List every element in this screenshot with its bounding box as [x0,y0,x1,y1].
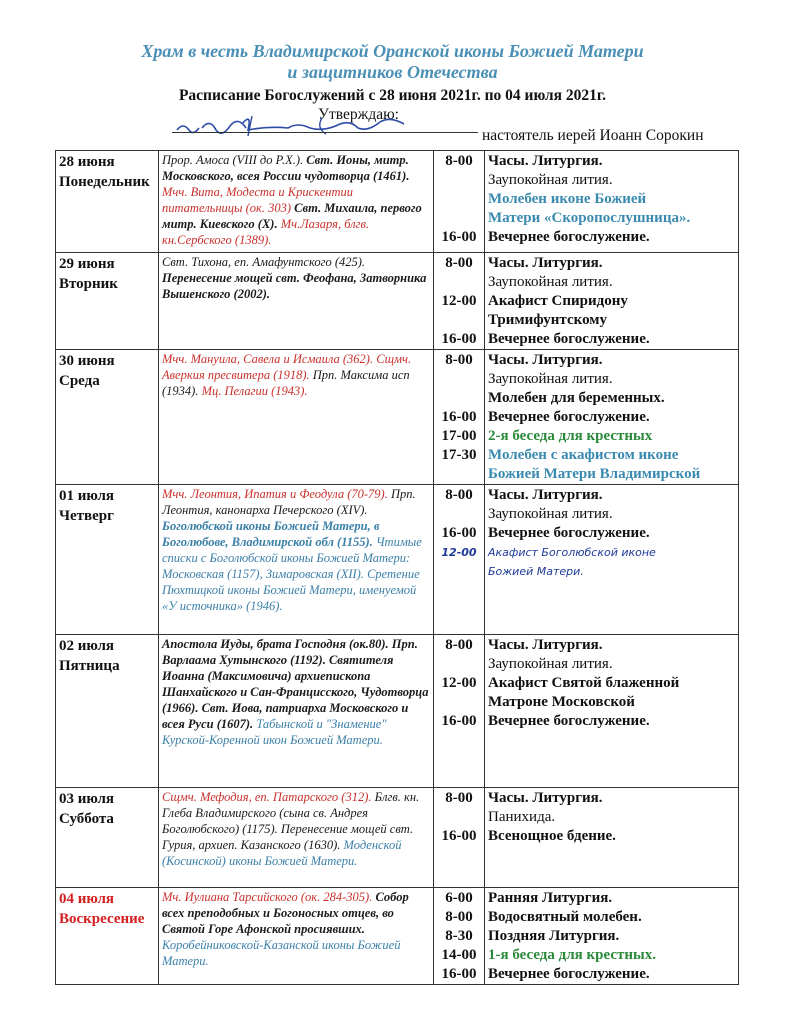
service-name: Вечернее богослужение. [488,966,650,982]
service-name: Вечернее богослужение. [488,525,650,541]
service-name: Часы. Литургия. [488,637,603,653]
day-cell [56,635,159,788]
service-name: Молебен иконе Божией [488,191,647,207]
day-row [56,485,739,635]
day-weekday: Четверг [59,508,114,524]
service-time: 8-00 [445,909,473,925]
service-name: Вечернее богослужение. [488,713,650,729]
service-name: Часы. Литургия. [488,790,603,806]
time-cell [434,635,485,788]
service-name: Часы. Литургия. [488,153,603,169]
day-cell [56,788,159,888]
saint-entry: Свт. Михаила, первого митр. Киевского (X). [162,201,422,231]
handwritten-note: Акафист Боголюбской иконе [488,546,656,559]
service-time: 12-00 [441,293,477,309]
day-date: 28 июня [59,154,115,170]
day-cell [56,151,159,253]
service-name: 1-я беседа для крестных. [488,947,656,963]
service-time: 12-00 [441,675,477,691]
service-time: 16-00 [441,525,477,541]
signature-image [172,112,412,142]
schedule-subtitle: Расписание Богослужений с 28 июня 2021г. по 04 июля 2021г. [178,87,607,104]
service-cell [485,253,739,350]
saint-entry: Мч.Лазаря, блгв. кн.Сербского (1389). [162,217,370,247]
day-weekday: Вторник [59,276,118,292]
service-name: Акафист Спиридону [488,293,628,309]
service-time: 8-00 [445,790,473,806]
day-cell [56,888,159,985]
time-cell [434,151,485,253]
saint-entry: Свт. Тихона, еп. Амафунтского (425). [162,255,366,269]
service-name: Молебен для беременных. [488,390,665,406]
time-cell [434,485,485,635]
service-time: 14-00 [441,947,477,963]
saint-entry: Мчч. Вита, Модеста и Крискентии питательницы (ок. 303) [162,185,353,215]
day-date: 29 июня [59,256,115,272]
service-name: Часы. Литургия. [488,255,603,271]
day-cell [56,350,159,485]
saint-entry: Собор всех преподобных и Богоносных отцев, во Святой Горе Афонской просиявших. [162,890,409,936]
day-weekday: Понедельник [59,174,150,190]
service-time [437,311,481,330]
day-row [56,888,739,985]
handwritten-time: 12-00 [441,546,477,559]
service-name: Молебен с акафистом иконе [488,447,679,463]
service-time: 16-00 [441,409,477,425]
service-name: Вечернее богослужение. [488,229,650,245]
service-time [437,171,481,190]
service-name: Заупокойная лития. [488,506,613,522]
service-cell [485,485,739,635]
service-time: 8-00 [445,637,473,653]
service-name: Заупокойная лития. [488,274,613,290]
service-time [437,465,481,484]
saint-entry: Свт. Ионы, митр. Московского, всея России чудотворца (1461). [162,153,410,183]
schedule-table [55,150,739,985]
service-cell [485,888,739,985]
service-time: 6-00 [445,890,473,906]
day-date: 03 июля [59,791,115,807]
saint-entry: Прп. Леонтия, канонарха Печерского (XIV). [162,487,416,517]
saint-entry: Перенесение мощей свт. Феофана, Затворника Вышенского (2002). [162,271,427,301]
service-time [437,190,481,209]
service-time: 16-00 [441,713,477,729]
day-date: 30 июня [59,353,115,369]
service-time: 8-30 [445,928,473,944]
saints-cell [159,485,434,635]
saint-entry: Мчч. Леонтия, Ипатия и Феодула (70-79). [162,487,391,501]
saint-entry: Моденской (Косинской) иконы Божией Матери. [162,838,402,868]
saints-cell [159,888,434,985]
saints-cell [159,350,434,485]
time-cell [434,253,485,350]
service-name: 2-я беседа для крестных [488,428,653,444]
service-time: 16-00 [441,331,477,347]
service-time [437,209,481,228]
service-time: 8-00 [445,352,473,368]
service-name: Вечернее богослужение. [488,331,650,347]
day-row [56,253,739,350]
saints-cell [159,253,434,350]
saints-cell [159,788,434,888]
service-name: Матери «Скоропослушница». [488,210,691,226]
saint-entry: Боголюбской иконы Божией Матери, в Боголюбове, Владимирской обл (1155). [162,519,380,549]
approval-label: Утверждаю: [318,106,399,123]
saint-entry: Сщмч. Мефодия, еп. Патарского (312). [162,790,375,804]
day-date: 01 июля [59,488,115,504]
service-name: Заупокойная лития. [488,371,613,387]
saint-entry: Табынской и "Знамение" Курской-Коренной икон Божией Матери. [162,717,387,747]
service-time [437,655,481,674]
service-time [437,505,481,524]
saints-cell [159,151,434,253]
service-time: 16-00 [441,966,477,982]
saint-entry: Чтимые списки с Боголюбской иконы Божией Матери: Московская (1157), Зимаровская (XII). Сретение Пюхтицкой иконы Божией Матери, именуемой «У источника» (1946). [162,535,422,613]
service-time: 17-00 [441,428,477,444]
service-name: Заупокойная лития. [488,656,613,672]
service-name: Тримифунтскому [488,312,608,328]
service-time: 16-00 [441,229,477,245]
rector-name: настоятель иерей Иоанн Сорокин [482,127,704,144]
day-weekday: Пятница [59,658,120,674]
day-cell [56,485,159,635]
church-title-line2: и защитников Отечества [287,62,498,82]
service-time [437,389,481,408]
service-cell [485,788,739,888]
service-name: Поздняя Литургия. [488,928,620,944]
day-row [56,350,739,485]
saint-entry: Апостола Иуды, брата Господня (ок.80). Прп. Варлаама Хутынского (1192). Святителя Иоанна (Максимовича) архиепископа Шанхайского и Сан-Францисского, Чудотворца (1966). Свт. Иова, патриарха Московского и всея Руси (1607). [162,637,429,731]
service-cell [485,151,739,253]
service-name: Акафист Святой блаженной [488,675,680,691]
service-name: Заупокойная лития. [488,172,613,188]
service-time [437,693,481,712]
saint-entry: Мчч. Мануила, Савела и Исмаила (362). [162,352,377,366]
service-name: Матроне Московской [488,694,635,710]
service-name: Часы. Литургия. [488,487,603,503]
saint-entry: Коробейниковской-Казанской иконы Божией Матери. [162,938,401,968]
service-time [437,370,481,389]
time-cell [434,788,485,888]
service-time: 16-00 [441,828,477,844]
service-name: Вечернее богослужение. [488,409,650,425]
service-name: Всенощное бдение. [488,828,616,844]
service-time: 17-30 [441,447,477,463]
service-time: 8-00 [445,153,473,169]
day-row [56,151,739,253]
church-title-line1: Храм в честь Владимирской Оранской иконы Божией Матери [141,41,644,61]
saint-entry: Сщмч. Аверкия пресвитера (1918). [162,352,412,382]
day-cell [56,253,159,350]
service-name: Часы. Литургия. [488,352,603,368]
saint-entry: Блгв. кн. Глеба Владимирского (сына св. Андрея Боголюбского) (1175). Перенесение мощей свт. Гурия, архиеп. Казанского (1630). [162,790,420,852]
service-name: Панихида. [488,809,556,825]
day-row [56,635,739,788]
day-weekday: Среда [59,373,100,389]
saints-cell [159,635,434,788]
service-time [437,808,481,827]
saint-entry: Мч. Иулиана Тарсийского (ок. 284-305). [162,890,376,904]
saint-entry: Мц. Пелагии (1943). [201,384,308,398]
handwritten-note: Божией Матери. [488,565,584,578]
day-date: 02 июля [59,638,115,654]
service-cell [485,350,739,485]
service-name: Божией Матери Владимирской [488,466,701,482]
saint-entry: Прп. Максима исп (1934). [162,368,410,398]
service-cell [485,635,739,788]
day-row [56,788,739,888]
signature-line [172,131,478,133]
day-weekday: Суббота [59,811,114,827]
service-name: Ранняя Литургия. [488,890,613,906]
day-weekday: Воскресение [59,911,145,927]
time-cell [434,350,485,485]
service-time [437,273,481,292]
service-time: 8-00 [445,255,473,271]
time-cell [434,888,485,985]
service-time: 8-00 [445,487,473,503]
service-name: Водосвятный молебен. [488,909,642,925]
saint-entry: Прор. Амоса (VIII до Р.Х.). [162,153,307,167]
day-date: 04 июля [59,891,115,907]
